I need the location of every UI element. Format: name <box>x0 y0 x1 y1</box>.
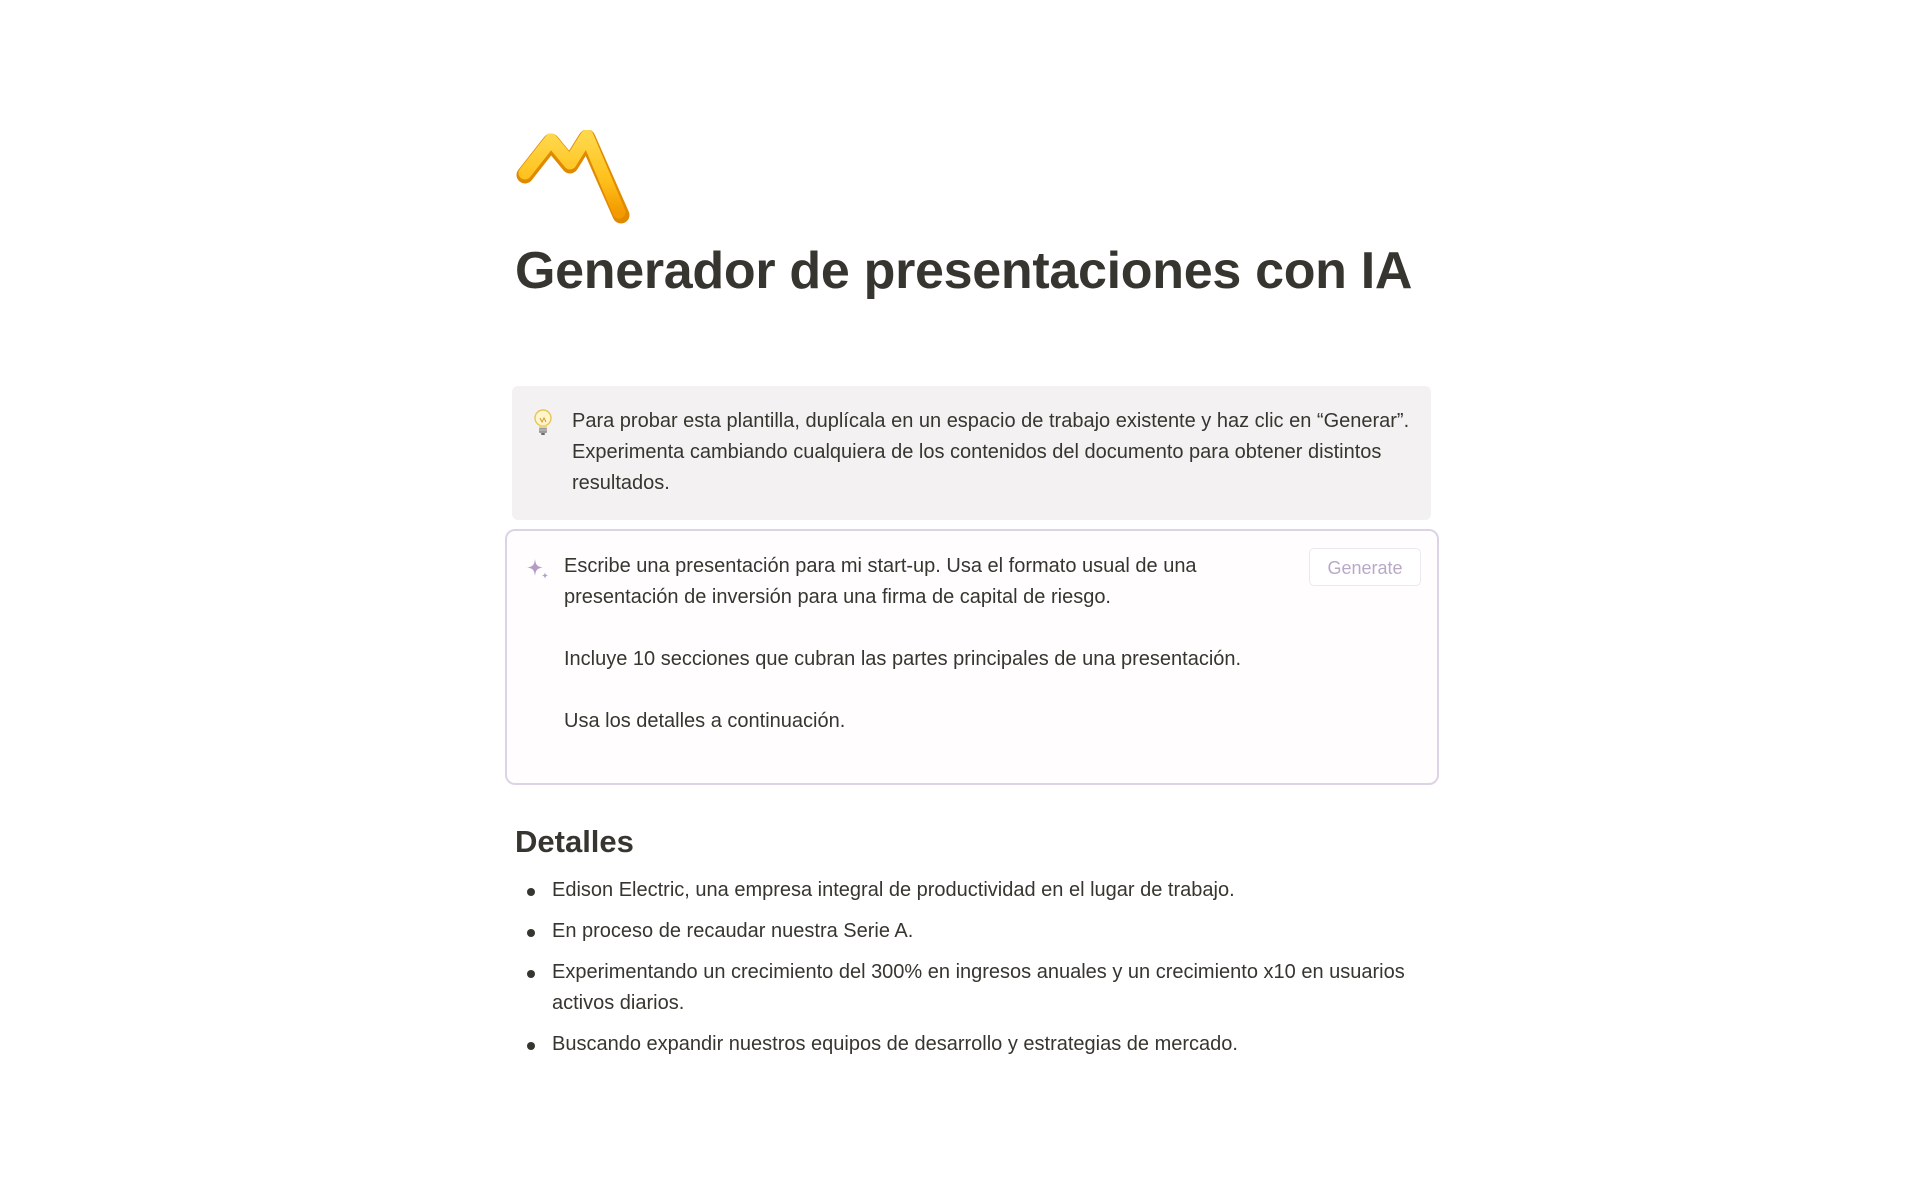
ai-prompt-paragraph: Usa los detalles a continuación. <box>564 710 846 732</box>
page-title[interactable]: Generador de presentaciones con IA <box>515 242 1413 300</box>
callout-text: Para probar esta plantilla, duplícala en un espacio de trabajo existente y haz clic en “Generar”. Experimenta cambiando cualquiera de los contenidos del documento para obtener distintos resultados. <box>572 410 1410 494</box>
sparkle-icon <box>523 555 551 583</box>
list-item[interactable] <box>515 916 1430 947</box>
list-item-text: Buscando expandir nuestros equipos de desarrollo y estrategias de mercado. <box>552 1033 1238 1055</box>
ai-prompt-paragraph: Incluye 10 secciones que cubran las partes principales de una presentación. <box>564 648 1242 670</box>
list-item[interactable] <box>515 957 1430 1019</box>
list-item[interactable] <box>515 875 1430 906</box>
yellow-m-logo-icon[interactable] <box>515 130 630 230</box>
ai-prompt-block[interactable] <box>505 529 1439 785</box>
info-callout <box>512 386 1431 520</box>
list-item-text: En proceso de recaudar nuestra Serie A. <box>552 920 914 942</box>
ai-prompt-paragraph: Escribe una presentación para mi start-up. Usa el formato usual de una presentación de inversión para una firma de capital de riesgo. <box>564 555 1197 608</box>
bullet-icon <box>527 970 535 978</box>
details-heading[interactable]: Detalles <box>515 824 634 859</box>
list-item-text: Edison Electric, una empresa integral de productividad en el lugar de trabajo. <box>552 879 1235 901</box>
bullet-icon <box>527 929 535 937</box>
details-list <box>515 875 1430 1070</box>
list-item-text: Experimentando un crecimiento del 300% en ingresos anuales y un crecimiento x10 en usuarios activos diarios. <box>552 961 1405 1014</box>
generate-button[interactable]: Generate <box>1309 548 1421 586</box>
bullet-icon <box>527 888 535 896</box>
list-item[interactable] <box>515 1029 1430 1060</box>
ai-prompt-text[interactable] <box>564 551 1284 737</box>
bullet-icon <box>527 1042 535 1050</box>
lightbulb-icon <box>532 408 554 438</box>
